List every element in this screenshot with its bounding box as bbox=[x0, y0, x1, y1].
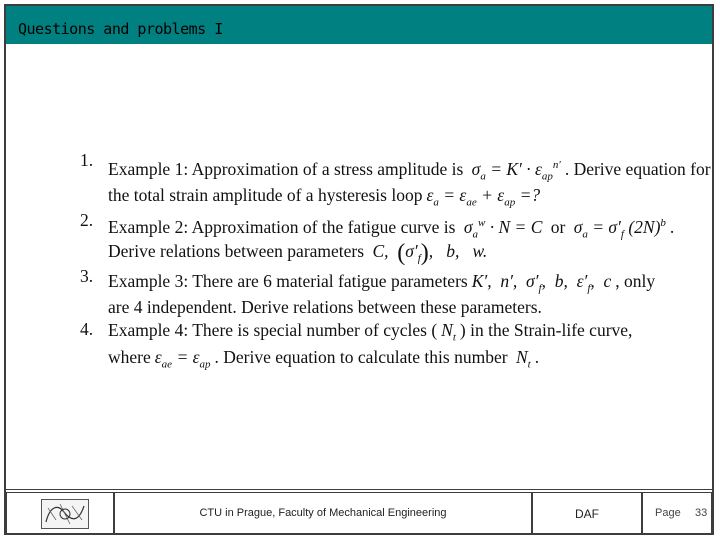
item-number: 4. bbox=[80, 319, 94, 339]
slide-title: Questions and problems I bbox=[18, 20, 223, 38]
item-4-text-2: where bbox=[108, 347, 151, 367]
item-number: 3. bbox=[80, 266, 94, 286]
item-4-line-1 bbox=[108, 319, 720, 342]
list-item-2 bbox=[80, 210, 720, 266]
transition-cycles-symbol: $N_t$ bbox=[441, 320, 456, 344]
item-1-text-end: . Derive equation for bbox=[564, 158, 711, 179]
list-item-1 bbox=[80, 150, 720, 210]
slide-header bbox=[6, 6, 712, 44]
item-4-line-2: where $\varepsilon_{ae} = \varepsilon_{ap}$ . Derive equation to calculate this number $N_t$ . bbox=[108, 342, 720, 372]
page-number: 33 bbox=[695, 507, 708, 519]
problem-list bbox=[80, 150, 720, 372]
item-1-text: Example 1: Approximation of a stress amplitude is bbox=[108, 158, 464, 179]
item-number: 1. bbox=[80, 150, 94, 170]
parameter-list: C, $(\sigma'_f)$, b, w. bbox=[372, 240, 488, 266]
item-2-line-1: Example 2: Approximation of the fatigue curve is $\sigma_a^w \cdot N = C$ or $\sigma_a = \sigma'_f$ $(2N)^b$ . bbox=[108, 210, 720, 236]
department-cell bbox=[532, 492, 642, 534]
item-2-text-2: Derive relations between parameters bbox=[108, 241, 365, 261]
item-number: 2. bbox=[80, 210, 94, 230]
transition-number-symbol: $N_t$ bbox=[515, 347, 531, 371]
item-4-text-end: ) in the Strain-life curve, bbox=[459, 320, 633, 340]
list-item-4 bbox=[80, 319, 720, 372]
footer-divider bbox=[6, 489, 712, 490]
material-parameters: K′, n′, $\sigma'_f$, b, $\varepsilon'_f$, c bbox=[471, 271, 612, 295]
institution-cell bbox=[114, 492, 532, 534]
list-item-3 bbox=[80, 266, 720, 319]
page-label: Page bbox=[655, 507, 681, 519]
basquin-equation: $\sigma_a^w \cdot N = C$ bbox=[463, 216, 543, 241]
item-1-line-2 bbox=[108, 180, 720, 210]
item-1-text-2: the total strain amplitude of a hysteresis loop bbox=[108, 185, 423, 205]
item-2-line-2 bbox=[108, 236, 720, 266]
item-3-line-1 bbox=[108, 266, 720, 296]
item-4-text: Example 4: There is special number of cycles ( bbox=[108, 320, 438, 340]
item-3-line-2 bbox=[108, 296, 720, 319]
item-2-or: or bbox=[550, 216, 566, 237]
item-3-text: Example 3: There are 6 material fatigue parameters bbox=[108, 271, 468, 291]
item-2-text: Example 2: Approximation of the fatigue curve is bbox=[108, 216, 456, 237]
basquin-equation-alt: $\sigma_a = \sigma'_f$ $(2N)^b$ bbox=[573, 216, 666, 241]
institution-name: CTU in Prague, Faculty of Mechanical Engineering bbox=[199, 507, 447, 519]
item-1-line-1 bbox=[108, 150, 720, 183]
item-3-text-2: are 4 independent. Derive relations between these parameters. bbox=[108, 297, 542, 317]
logo-cell bbox=[6, 492, 114, 534]
stress-amplitude-equation: $\sigma_a = K' \cdot \varepsilon_{ap}^{n'}$ bbox=[471, 158, 561, 183]
department-name: DAF bbox=[575, 507, 599, 521]
transition-condition: $\varepsilon_{ae} = \varepsilon_{ap}$ bbox=[154, 347, 211, 371]
item-3-text-end: , only bbox=[615, 271, 656, 291]
slide-footer bbox=[6, 492, 712, 534]
page-cell bbox=[642, 492, 712, 534]
faculty-logo-icon bbox=[41, 499, 89, 529]
strain-amplitude-equation: $\varepsilon_a = \varepsilon_{ae} + \varepsilon_{ap}$ =? bbox=[426, 185, 541, 209]
item-4-text-3: . Derive equation to calculate this number bbox=[214, 347, 508, 367]
